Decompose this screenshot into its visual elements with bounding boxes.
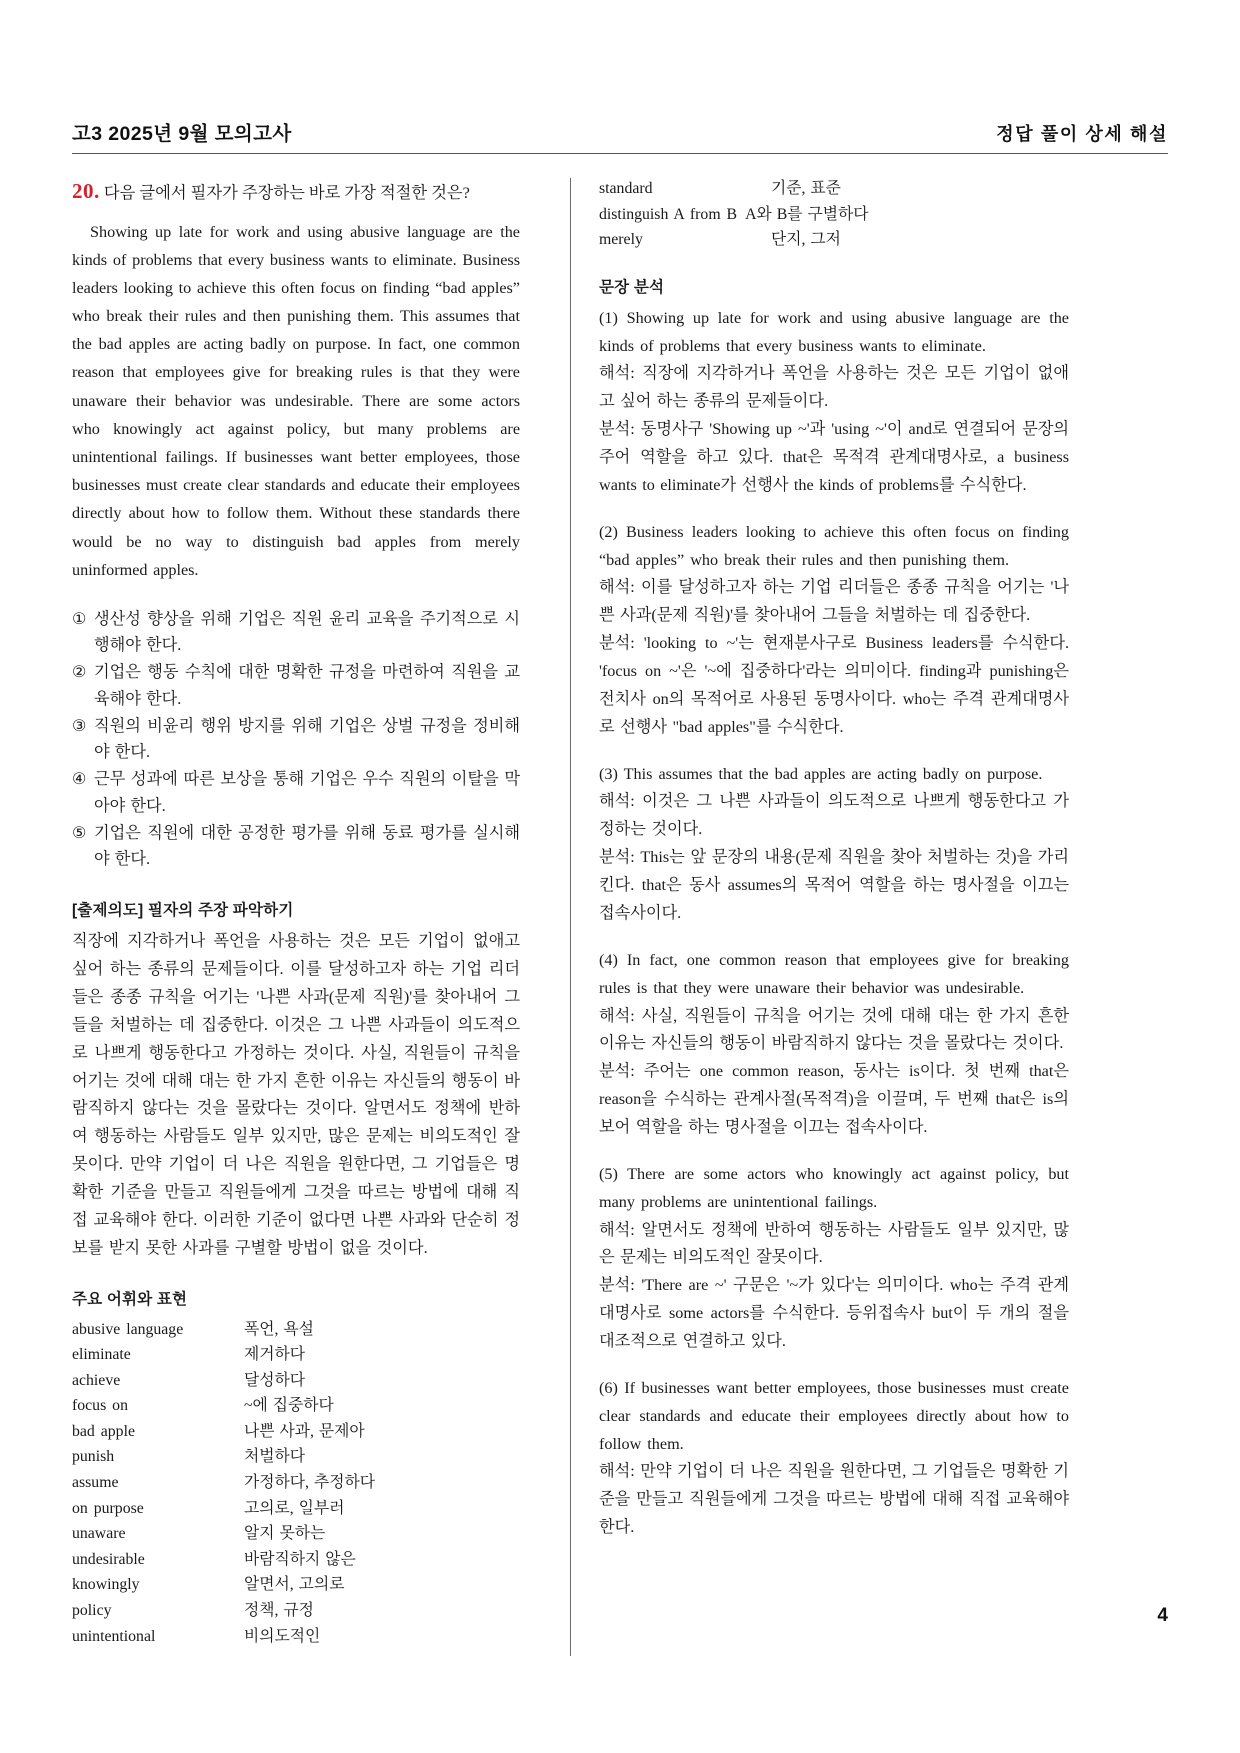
- vocabulary-term: achieve: [72, 1371, 121, 1389]
- vocabulary-row: [72, 1521, 520, 1547]
- analysis-sentence: (5) There are some actors who knowingly act against policy, but many problems are unintentional failings.: [599, 1164, 1069, 1211]
- analysis-breakdown: 분석: 'There are ~' 구문은 '~가 있다'는 의미이다. who는 주격 관계대명사로 some actors를 수식한다. 등위접속사 but이 두 개의 절을 대조적으로 연결하고 있다.: [599, 1276, 1069, 1350]
- column-divider: [570, 178, 571, 1656]
- vocabulary-meaning: ~에 집중하다: [244, 1397, 334, 1415]
- vocabulary-list: [72, 1317, 520, 1650]
- choice-text: 근무 성과에 따른 보상을 통해 기업은 우수 직원의 이탈을 막아야 한다.: [94, 770, 520, 815]
- analysis-interpretation: 해석: 사실, 직원들이 규칙을 어기는 것에 대해 대는 한 가지 흔한 이유는 자신들의 행동이 바람직하지 않다는 것을 몰랐다는 것이다.: [599, 1006, 1069, 1053]
- vocabulary-term: distinguish A from B: [599, 205, 738, 223]
- vocabulary-meaning: 고의로, 일부러: [244, 1499, 345, 1517]
- vocabulary-term: punish: [72, 1448, 115, 1466]
- vocabulary-row: [72, 1470, 520, 1496]
- vocabulary-term: focus on: [72, 1397, 128, 1415]
- vocabulary-term: unaware: [72, 1525, 126, 1543]
- choice-item[interactable]: [72, 713, 520, 765]
- answer-choices: [72, 606, 520, 872]
- vocabulary-meaning: 제거하다: [244, 1346, 306, 1364]
- choice-text: 기업은 직원에 대한 공정한 평가를 위해 동료 평가를 실시해야 한다.: [94, 823, 520, 869]
- choice-marker: ②: [72, 663, 87, 682]
- analysis-item: [599, 305, 1069, 500]
- vocabulary-meaning: 기준, 표준: [771, 180, 841, 197]
- vocabulary-row: [72, 1368, 520, 1394]
- choice-item[interactable]: [72, 606, 520, 658]
- vocabulary-term: standard: [599, 180, 653, 197]
- vocabulary-row: [72, 1317, 520, 1343]
- vocabulary-meaning: 바람직하지 않은: [244, 1550, 356, 1568]
- vocabulary-meaning: 달성하다: [244, 1371, 306, 1389]
- vocabulary-term: assume: [72, 1474, 119, 1492]
- analysis-breakdown: 분석: 주어는 one common reason, 동사는 is이다. 첫 번째 that은 reason을 수식하는 관계사절(목적격)을 이끌며, 두 번째 that은 is의 보어 역할을 하는 명사절을 이끄는 접속사이다.: [599, 1062, 1069, 1136]
- vocabulary-row: [72, 1598, 520, 1624]
- analysis-item: [599, 1375, 1069, 1542]
- choice-item[interactable]: [72, 766, 520, 818]
- analysis-interpretation: 해석: 직장에 지각하거나 폭언을 사용하는 것은 모든 기업이 없애고 싶어 하는 종류의 문제들이다.: [599, 364, 1069, 411]
- header-exam-title: 고3 2025년 9월 모의고사: [72, 123, 292, 145]
- analysis-sentence: (2) Business leaders looking to achieve this often focus on finding “bad apples” who break their rules and then punishing them.: [599, 522, 1069, 569]
- vocabulary-row: [72, 1572, 520, 1598]
- analysis-interpretation: 해석: 알면서도 정책에 반하여 행동하는 사람들도 일부 있지만, 많은 문제는 비의도적인 잘못이다.: [599, 1220, 1069, 1267]
- vocabulary-row: [72, 1342, 520, 1368]
- analysis-breakdown: 분석: 동명사구 'Showing up ~'과 'using ~'이 and로 연결되어 문장의 주어 역할을 하고 있다. that은 목적격 관계대명사로, a business wants to eliminate가 선행사 the kinds of problems를 수식한다.: [599, 420, 1069, 494]
- vocabulary-meaning: 비의도적인: [244, 1627, 321, 1645]
- vocabulary-row: [599, 176, 1069, 202]
- right-column: [599, 176, 1069, 1656]
- analysis-sentence: (6) If businesses want better employees, those businesses must create clear standards and educate their employees directly about how to follow them.: [599, 1378, 1069, 1453]
- vocabulary-row: [72, 1496, 520, 1522]
- question-heading: [72, 176, 520, 208]
- intent-section-body: 직장에 지각하거나 폭언을 사용하는 것은 모든 기업이 없애고 싶어 하는 종류의 문제들이다. 이를 달성하고자 하는 기업 리더들은 종종 규칙을 어기는 '나쁜 사과(문제 직원)'를 찾아내어 그들을 처벌하는 데 집중한다. 이것은 그 나쁜 사과들이 의도적으로 나쁘게 행동한다고 가정하는 것이다. 사실, 직원들이 규칙을 어기는 것에 대해 대는 한 가지 흔한 이유는 자신들의 행동이 바람직하지 않다는 것을 몰랐다는 것이다. 알면서도 정책에 반하여 행동하는 사람들도 일부 있지만, 많은 문제는 비의도적인 잘못이다. 만약 기업이 더 나은 직원을 원한다면, 그 기업들은 명확한 기준을 만들고 직원들에게 그것을 따르는 방법에 대해 직접 교육해야 한다. 이러한 기준이 없다면 나쁜 사과와 단순히 정보를 받지 못한 사과를 구별할 방법이 없을 것이다.: [72, 932, 520, 1257]
- page-number: 4: [1157, 1605, 1168, 1626]
- vocabulary-meaning: 정책, 규정: [244, 1601, 314, 1619]
- question-prompt: 다음 글에서 필자가 주장하는 바로 가장 적절한 것은?: [103, 183, 470, 202]
- vocabulary-row: [599, 202, 1069, 228]
- vocabulary-section-title: 주요 어휘와 표현: [72, 1290, 188, 1308]
- analysis-interpretation: 해석: 만약 기업이 더 나은 직원을 원한다면, 그 기업들은 명확한 기준을 만들고 직원들에게 그것을 따르는 방법에 대해 직접 교육해야 한다.: [599, 1462, 1069, 1537]
- vocabulary-meaning: A와 B를 구별하다: [745, 205, 869, 223]
- two-column-body: [72, 176, 1168, 1656]
- vocabulary-term: eliminate: [72, 1346, 131, 1364]
- vocabulary-row: [72, 1547, 520, 1573]
- vocabulary-term: on purpose: [72, 1499, 144, 1517]
- vocabulary-row: [72, 1624, 520, 1650]
- vocabulary-term: knowingly: [72, 1576, 140, 1594]
- intent-section-title: [출제의도] 필자의 주장 파악하기: [72, 902, 294, 920]
- analysis-sentence: (4) In fact, one common reason that employees give for breaking rules is that they were unaware their behavior was undesirable.: [599, 950, 1069, 997]
- analysis-breakdown: 분석: This는 앞 문장의 내용(문제 직원을 찾아 처벌하는 것)을 가리킨다. that은 동사 assumes의 목적어 역할을 하는 명사절을 이끄는 접속사이다.: [599, 848, 1069, 922]
- vocabulary-meaning: 가정하다, 추정하다: [244, 1474, 375, 1492]
- analysis-item: [599, 519, 1069, 742]
- reading-passage: Showing up late for work and using abusive language are the kinds of problems that every business wants to eliminate. Business leaders looking to achieve this often focus on finding “bad apples” who break their rules and then punishing them. This assumes that the bad apples are acting badly on purpose. In fact, one common reason that employees give for breaking rules is that they were unaware their behavior was undesirable. There are some actors who knowingly act against policy, but many problems are unintentional failings. If businesses want better employees, those businesses must create clear standards and educate their employees directly about how to follow them. Without these standards there would be no way to distinguish bad apples from merely uninformed apples.: [72, 222, 520, 579]
- choice-marker: ⑤: [72, 823, 87, 842]
- vocabulary-term: unintentional: [72, 1627, 156, 1645]
- analysis-interpretation: 해석: 이것은 그 나쁜 사과들이 의도적으로 나쁘게 행동한다고 가정하는 것이다.: [599, 792, 1069, 839]
- vocabulary-term: policy: [72, 1601, 112, 1619]
- vocabulary-row: [72, 1444, 520, 1470]
- analysis-section-title: 문장 분석: [599, 278, 665, 296]
- vocabulary-term: undesirable: [72, 1550, 145, 1568]
- left-column: [72, 176, 542, 1656]
- analysis-item: [599, 947, 1069, 1142]
- question-number: 20.: [72, 179, 100, 203]
- choice-marker: ④: [72, 770, 87, 789]
- page-header: [72, 118, 1168, 154]
- choice-item[interactable]: [72, 659, 520, 711]
- analysis-item: [599, 1161, 1069, 1356]
- header-section-title: 정답 풀이 상세 해설: [996, 124, 1168, 144]
- choice-text: 기업은 행동 수칙에 대한 명확한 규정을 마련하여 직원을 교육해야 한다.: [94, 663, 520, 708]
- analysis-breakdown: 분석: 'looking to ~'는 현재분사구로 Business leaders를 수식한다. 'focus on ~'은 '~에 집중하다'라는 의미이다. finding과 punishing은 전치사 on의 목적어로 사용된 동명사이다. who는 주격 관계대명사로 선행사 "bad apples"를 수식한다.: [599, 634, 1069, 736]
- choice-text: 직원의 비윤리 행위 방지를 위해 기업은 상벌 규정을 정비해야 한다.: [94, 716, 520, 762]
- vocabulary-meaning: 알지 못하는: [244, 1525, 326, 1543]
- vocabulary-term: abusive language: [72, 1320, 184, 1338]
- analysis-sentence: (3) This assumes that the bad apples are acting badly on purpose.: [599, 764, 1043, 783]
- vocabulary-row: [72, 1393, 520, 1419]
- vocabulary-list-continued: [599, 176, 1069, 253]
- vocabulary-meaning: 처벌하다: [244, 1448, 306, 1466]
- analysis-sentence: (1) Showing up late for work and using abusive language are the kinds of problems that every business wants to eliminate.: [599, 308, 1069, 355]
- vocabulary-term: bad apple: [72, 1422, 135, 1440]
- vocabulary-meaning: 알면서, 고의로: [244, 1576, 345, 1594]
- vocabulary-term: merely: [599, 231, 643, 249]
- analysis-item: [599, 761, 1069, 928]
- choice-item[interactable]: [72, 820, 520, 872]
- vocabulary-row: [599, 227, 1069, 253]
- analysis-interpretation: 해석: 이를 달성하고자 하는 기업 리더들은 종종 규칙을 어기는 '나쁜 사과(문제 직원)'를 찾아내어 그들을 처벌하는 데 집중한다.: [599, 578, 1069, 625]
- vocabulary-meaning: 단지, 그저: [771, 231, 841, 249]
- vocabulary-row: [72, 1419, 520, 1445]
- choice-marker: ①: [72, 609, 87, 628]
- vocabulary-meaning: 폭언, 욕설: [244, 1320, 314, 1338]
- choice-marker: ③: [72, 716, 87, 735]
- vocabulary-meaning: 나쁜 사과, 문제아: [244, 1422, 365, 1440]
- choice-text: 생산성 향상을 위해 기업은 직원 윤리 교육을 주기적으로 시행해야 한다.: [94, 609, 520, 655]
